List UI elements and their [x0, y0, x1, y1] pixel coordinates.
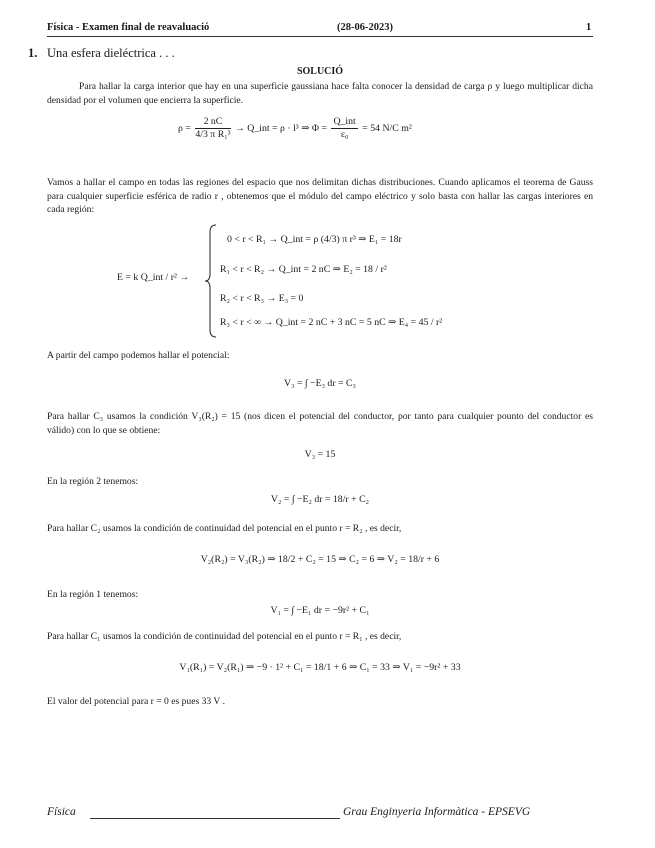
problem-title: Una esfera dieléctrica . . . [47, 46, 175, 60]
eq1-qint: → Q_int = ρ · l³ ⇒ Φ = [235, 122, 327, 134]
equation-v3-value: V₃ = 15 [304, 449, 336, 460]
header-rule [47, 36, 593, 37]
equation-c2-condition: V₂(R₂) = V₃(R₂) ⇒ 18/2 + C₂ = 15 ⇒ C₂ = 6 ⇒ V₂ = 18/r + 6 [200, 554, 440, 565]
paragraph-region-2: En la región 2 tenemos: [47, 476, 139, 487]
paragraph-find-c1: Para hallar C₁ usamos la condición de continuidad del potencial en el punto r = R₁ , es decir, [47, 631, 402, 642]
footer-course: Física [47, 806, 76, 818]
eq1-denominator: 4/3 π R₁³ [195, 129, 231, 140]
eq1-density-fraction [195, 116, 230, 141]
paragraph-find-c2: Para hallar C₂ usamos la condición de continuidad del potencial en el punto r = R₂ , es decir, [47, 523, 402, 534]
equation-v2-integral: V₂ = ∫ −E₂ dr = 18/r + C₂ [270, 494, 370, 505]
solution-heading: SOLUCIÓ [296, 66, 344, 77]
equation-density-flux [178, 116, 412, 141]
equation-c1-condition: V₁(R₁) = V₂(R₁) ⇒ −9 · 1² + C₁ = 18/1 + 6 ⇒ C₁ = 33 ⇒ V₁ = −9r² + 33 [179, 662, 461, 673]
curly-brace [204, 224, 218, 338]
paragraph-conclusion: El valor del potencial para r = 0 es pues 33 V . [47, 696, 225, 707]
paragraph-find-c3: Para hallar C₃ usamos la condición V₃(R₂) = 15 (nos dicen el potencial del conductor, por tanto para cualquier pounto del conductor es válido) con lo que se obtiene: [47, 411, 593, 436]
field-expression: E = k Q_int / r² → [117, 272, 190, 283]
paragraph-charge-density: Para hallar la carga interior que hay en una superficie gaussiana hace falta conocer la densidad de carga ρ y luego multiplicar dicha densidad por el volumen que encierra la superficie. [47, 81, 593, 106]
eq1-rho: ρ = [178, 122, 191, 134]
footer-degree: Grau Enginyeria Informàtica - EPSEVG [343, 806, 531, 818]
region-2-row: R₁ < r < R₂ → Q_int = 2 nC ⇒ E₂ = 18 / r² [220, 264, 387, 275]
problem-number: 1. [28, 46, 38, 60]
region-3-row: R₂ < r < R₃ → E₃ = 0 [220, 293, 304, 304]
eq1-flux-denominator: ε₀ [340, 129, 349, 140]
exam-date: (28-06-2023) [337, 22, 393, 33]
paragraph-potential-intro: A partir del campo podemos hallar el potencial: [47, 350, 230, 361]
paragraph-gauss-theorem: Vamos a hallar el campo en todas las regiones del espacio que nos delimitan dichas distribuciones. Cuando aplicamos el teorema de Gauss para cualquier superficie esférica de radio r , obtenemos que el módulo del campo eléctrico y solo basta con hallar las cargas interiores en cada región: [47, 177, 593, 216]
region-1-row: 0 < r < R₁ → Q_int = ρ (4/3) π r³ ⇒ E₁ = 18r [227, 234, 402, 245]
eq1-result: = 54 N/C m² [362, 122, 412, 134]
eq1-flux-fraction [331, 116, 357, 141]
eq1-numerator: 2 nC [195, 116, 230, 129]
eq1-flux-numerator: Q_int [333, 116, 356, 127]
equation-v1-integral: V₁ = ∫ −E₁ dr = −9r² + C₁ [270, 605, 370, 616]
exam-title: Física - Examen final de reavaluació [47, 22, 210, 33]
paragraph-region-1: En la región 1 tenemos: [47, 589, 139, 600]
region-4-row: R₃ < r < ∞ → Q_int = 2 nC + 3 nC = 5 nC ⇒ E₄ = 45 / r² [220, 317, 443, 328]
page-number: 1 [586, 22, 592, 33]
equation-v3-integral: V₃ = ∫ −E₃ dr = C₃ [284, 378, 356, 389]
footer-rule [90, 818, 340, 819]
